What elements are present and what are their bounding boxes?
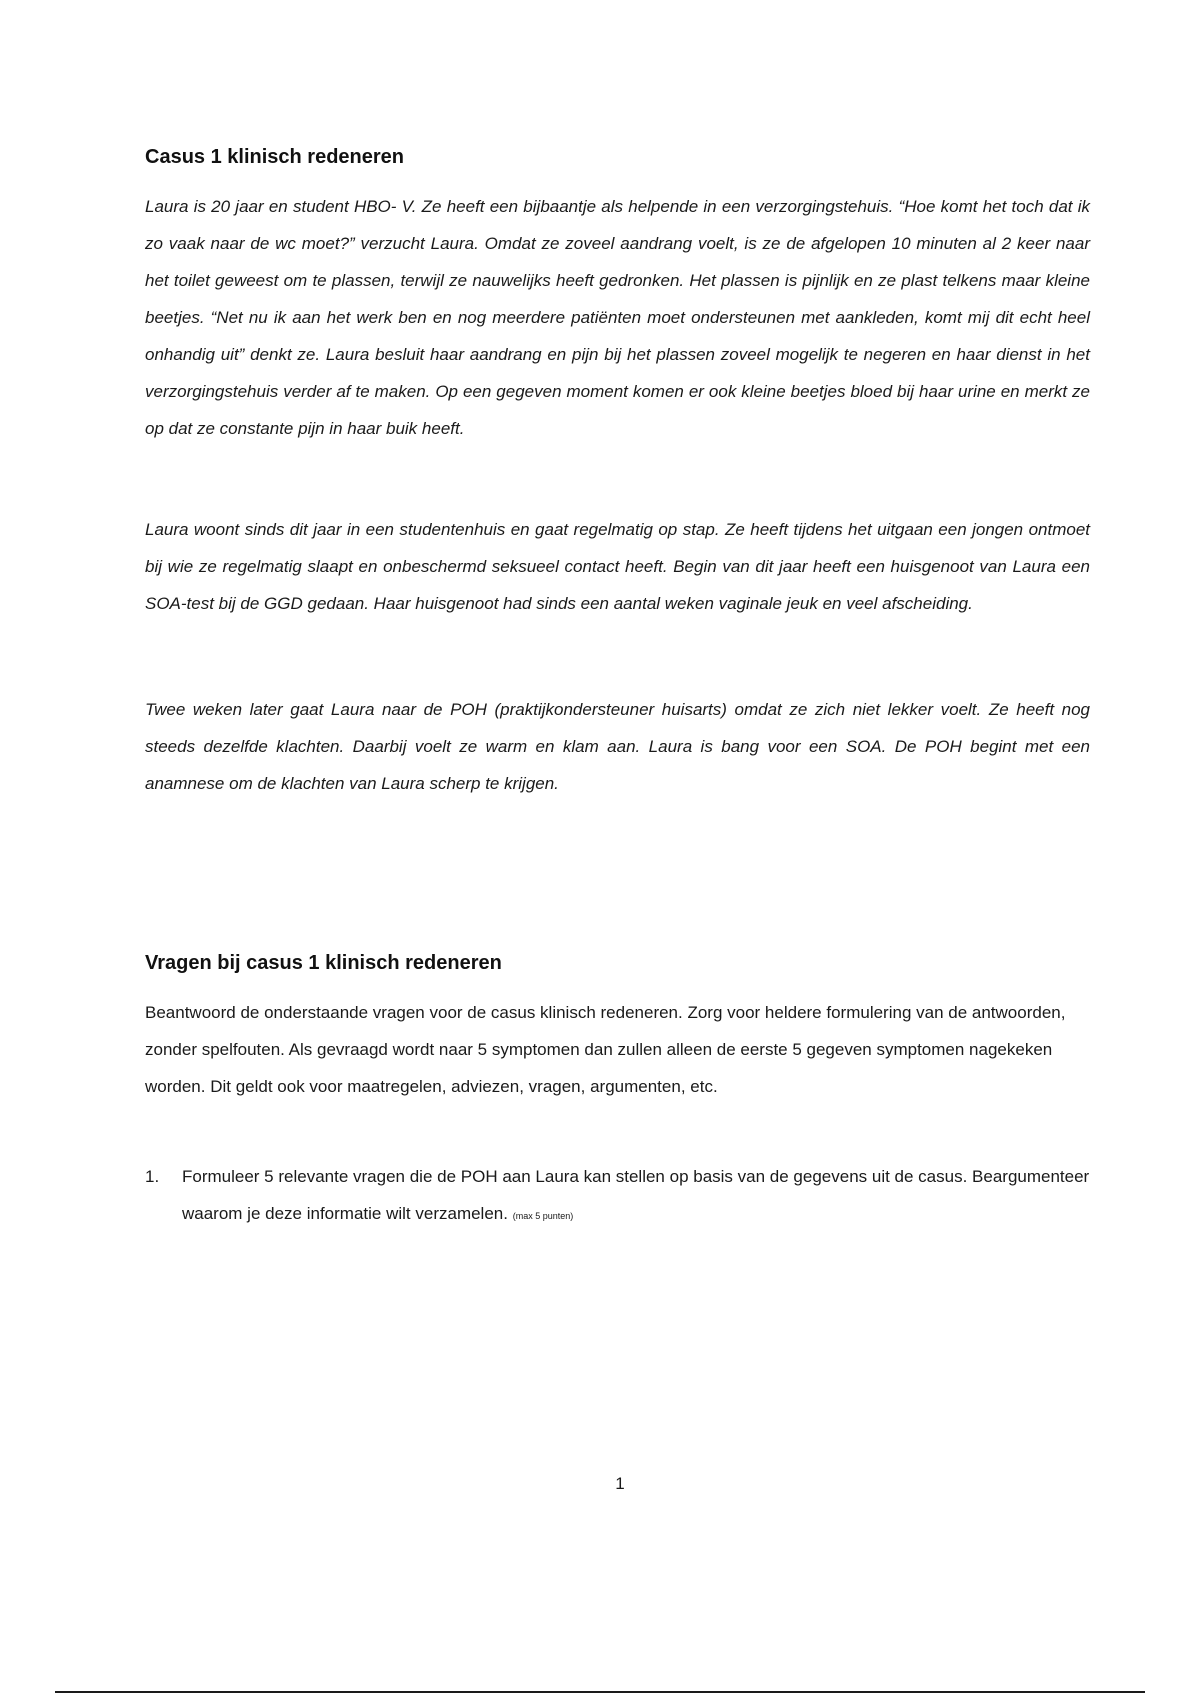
- question-text-wrapper: [182, 1158, 1090, 1235]
- bottom-divider: [55, 1691, 1145, 1693]
- case-paragraph-3: Twee weken later gaat Laura naar de POH (praktijkondersteuner huisarts) omdat ze zich niet lekker voelt. Ze heeft nog steeds dezelfde klachten. Daarbij voelt ze warm en klam aan. Laura is bang voor een SOA. De POH begint met een anamnese om de klachten van Laura scherp te krijgen.: [145, 700, 1090, 793]
- questions-title: Vragen bij casus 1 klinisch redeneren: [145, 952, 502, 974]
- question-points-note: (max 5 punten): [512, 1211, 574, 1221]
- questions-intro: Beantwoord de onderstaande vragen voor de casus klinisch redeneren. Zorg voor heldere formulering van de antwoorden, zonder spelfouten. Als gevraagd wordt naar 5 symptomen dan zullen alleen de eerste 5 gegeven symptomen nagekeken worden. Dit geldt ook voor maatregelen, adviezen, vragen, argumenten, etc.: [145, 1003, 1066, 1096]
- case-paragraph-2: Laura woont sinds dit jaar in een studentenhuis en gaat regelmatig op stap. Ze heeft tijdens het uitgaan een jongen ontmoet bij wie ze regelmatig slaapt en onbeschermd seksueel contact heeft. Begin van dit jaar heeft een huisgenoot van Laura een SOA-test bij de GGD gedaan. Haar huisgenoot had sinds een aantal weken vaginale jeuk en veel afscheiding.: [145, 520, 1090, 613]
- question-text: Formuleer 5 relevante vragen die de POH aan Laura kan stellen op basis van de gegevens uit de casus. Beargumenteer waarom je deze informatie wilt verzamelen.: [182, 1167, 1090, 1223]
- question-item-1: [145, 1158, 1090, 1235]
- page-number: 1: [615, 1474, 625, 1493]
- page-content: [145, 138, 1090, 1235]
- question-number: 1.: [145, 1167, 160, 1186]
- case-paragraph-1: Laura is 20 jaar en student HBO- V. Ze heeft een bijbaantje als helpende in een verzorgingstehuis. “Hoe komt het toch dat ik zo vaak naar de wc moet?” verzucht Laura. Omdat ze zoveel aandrang voelt, is ze de afgelopen 10 minuten al 2 keer naar het toilet geweest om te plassen, terwijl ze nauwelijks heeft gedronken. Het plassen is pijnlijk en ze plast telkens maar kleine beetjes. “Net nu ik aan het werk ben en nog meerdere patiënten moet ondersteunen met aankleden, komt mij dit echt heel onhandig uit” denkt ze. Laura besluit haar aandrang en pijn bij het plassen zoveel mogelijk te negeren en haar dienst in het verzorgingstehuis verder af te maken. Op een gegeven moment komen er ook kleine beetjes bloed bij haar urine en merkt ze op dat ze constante pijn in haar buik heeft.: [145, 197, 1090, 438]
- case-title: Casus 1 klinisch redeneren: [145, 146, 405, 168]
